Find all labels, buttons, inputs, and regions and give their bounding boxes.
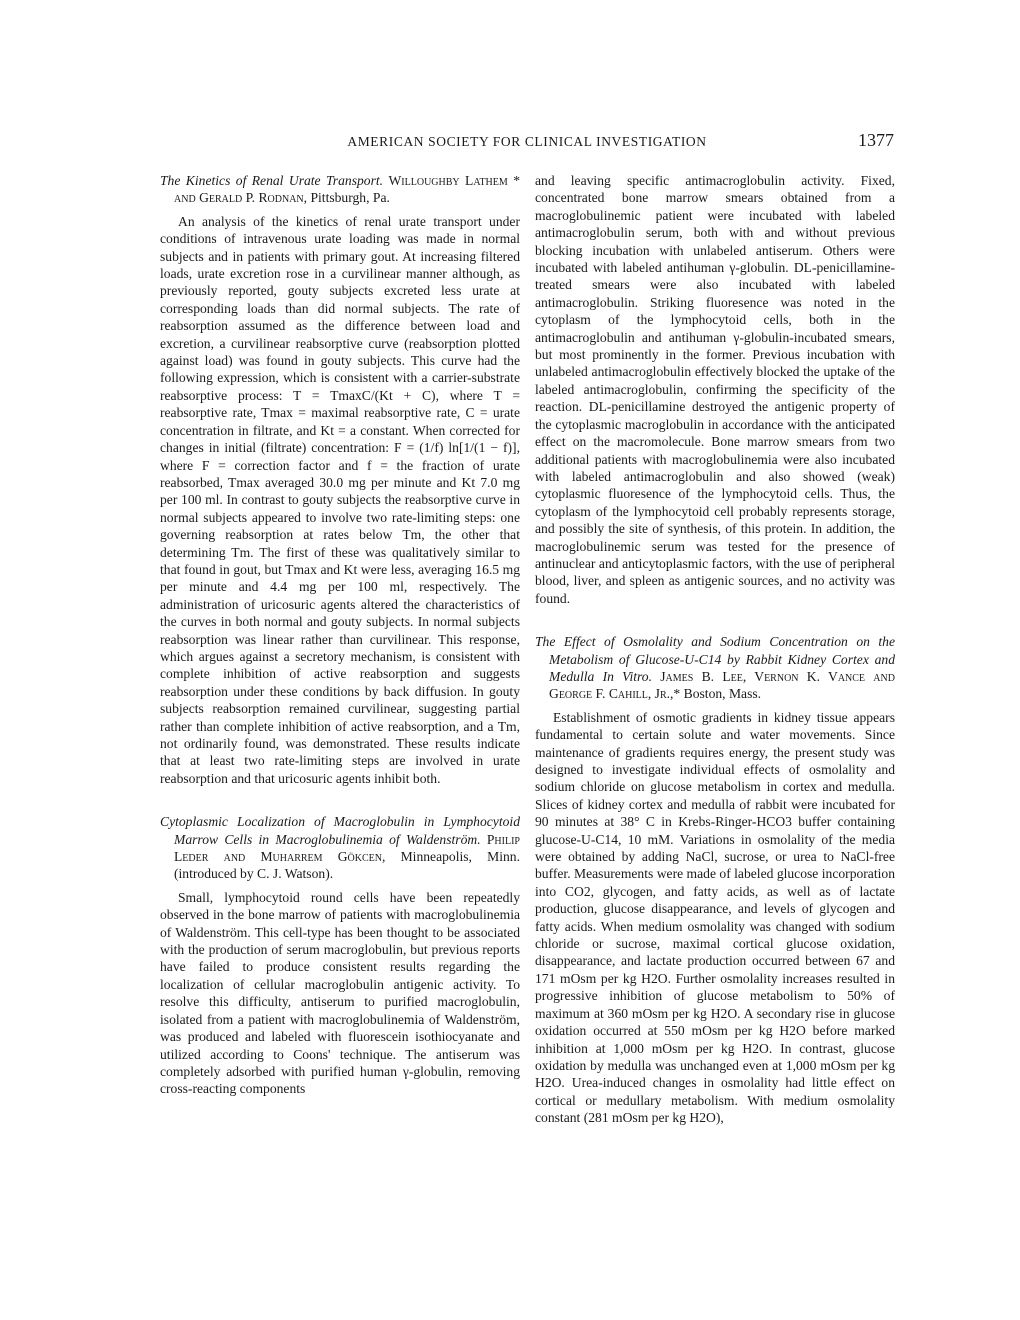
abstract-renal-urate <box>160 172 520 787</box>
page-number: 1377 <box>858 130 894 150</box>
abstract-location: Minneapolis, Minn. (introduced by C. J. Watson). <box>174 849 520 882</box>
abstract-heading <box>160 172 520 207</box>
running-title: AMERICAN SOCIETY FOR CLINICAL INVESTIGATION <box>347 134 707 149</box>
abstract-location: Boston, Mass. <box>683 686 762 702</box>
abstract-title: The Kinetics of Renal Urate Transport. <box>160 173 384 188</box>
abstract-heading <box>535 633 895 703</box>
abstract-macroglobulin <box>160 813 520 1098</box>
left-column <box>160 172 520 1124</box>
right-column <box>535 172 895 1153</box>
abstract-heading <box>160 813 520 883</box>
abstract-location: Pittsburgh, Pa. <box>310 190 390 206</box>
abstract-body: Small, lymphocytoid round cells have been repeatedly observed in the bone marrow of patients with macroglobulinemia of Waldenström. This cell-type has been thought to be associated with the production of serum macroglobulin, but previous reports have failed to produce consistent results regarding the localization of cellular macroglobulin antigenic activity. To resolve this difficulty, antiserum to purified macroglobulin, isolated from a patient with macroglobulinemia of Waldenström, was produced and labeled with fluorescein isothiocyanate and utilized according to Coons' technique. The antiserum was completely adsorbed with purified human γ-globulin, removing cross-reacting components <box>160 889 520 1097</box>
abstract-title: The Effect of Osmolality and Sodium Concentration on the Metabolism of Glucose-U-C14 by Rabbit Kidney Cortex and Medulla In Vitro. <box>535 634 895 684</box>
abstract-body: Establishment of osmotic gradients in kidney tissue appears fundamental to certain solute and water movements. Since maintenance of gradients requires energy, the present study was designed to investigate individual effects of osmolality and sodium chloride on glucose metabolism in cortex and medulla. Slices of kidney cortex and medulla of rabbit were incubated for 90 minutes at 38° C in Krebs-Ringer-HCO3 buffer containing glucose-U-C14, 10 mM. Variations in osmolality of the media were obtained by adding NaCl, sucrose, or urea to NaCl-free buffer. Measurements were made of labeled glucose incorporation into CO2, glycogen, and fatty acids, as well as of lactate production, glucose disappearance, and levels of glycogen and fatty acids. When medium osmolality was changed with sodium chloride or sucrose, maximal cortical glucose oxidation, disappearance, and lactate production occurred between 67 and 171 mOsm per kg H2O. Further osmolality increases resulted in progressive inhibition of glucose metabolism to 50% of maximum at 360 mOsm per kg H2O. A secondary rise in glucose oxidation occurred at 550 mOsm per kg H2O before marked inhibition at 1,000 mOsm per kg H2O. In contrast, glucose oxidation by medulla was unchanged even at 1,000 mOsm per kg H2O. Urea-induced changes in osmolality had little effect on cortical or medullary metabolism. With medium osmolality constant (281 mOsm per kg H2O), <box>535 709 895 1126</box>
abstract-authors: Philip Leder and Muharrem Gökcen, <box>174 831 520 865</box>
abstract-macroglobulin-continued <box>535 172 895 607</box>
abstract-title: Cytoplasmic Localization of Macroglobulin in Lymphocytoid Marrow Cells in Macroglobulinemia of Waldenström. <box>160 814 520 847</box>
abstract-osmolality <box>535 633 895 1126</box>
abstract-authors: Willoughby Lathem * and Gerald P. Rodnan, <box>174 173 520 206</box>
abstract-body-continuation: and leaving specific antimacroglobulin activity. Fixed, concentrated bone marrow smears obtained from a macroglobulinemic patient were incubated with labeled antimacroglobulin serum, both with and without previous blocking incubation with unlabeled antiserum. Others were incubated with labeled antihuman γ-globulin. DL-penicillamine-treated smears were also incubated with labeled antimacroglobulin. Striking fluoresence was noted in the cytoplasm of the lymphocytoid cells, both in the antimacroglobulin and antihuman γ-globulin-incubated smears, but most prominently in the former. Previous incubation with unlabeled antimacroglobulin effectively blocked the uptake of the labeled antimacroglobulin, confirming the specificity of the reaction. DL-penicillamine destroyed the antigenic property of the cytoplasmic macroglobulin in accordance with the anticipated effect on the macromolecule. Bone marrow smears from two additional patients with macroglobulinemia were also incubated with labeled antimacroglobulin and also showed (weak) cytoplasmic fluoresence of the lymphocytoid cells. Thus, the cytoplasm of the lymphocytoid cell probably represents storage, and possibly the site of synthesis, of this protein. In addition, the macroglobulinemic serum was tested for the presence of antinuclear and anticytoplasmic factors, with the use of peripheral blood, liver, and spleen as antigenic sources, and no activity was found. <box>535 173 895 606</box>
page-header <box>160 130 894 154</box>
abstract-authors: James B. Lee, Vernon K. Vance and George F. Cahill, Jr.,* <box>549 668 895 702</box>
abstract-body: An analysis of the kinetics of renal urate transport under conditions of intravenous urate loading was made in normal subjects and in patients with primary gout. At increasing filtered loads, urate excretion rose in a curvilinear manner although, as previously reported, gouty subjects excreted less urate at corresponding loads than did normal subjects. The rate of reabsorption assumed as the difference between load and excretion, a curvilinear reabsorptive curve (reabsorption plotted against load) was found in gouty subjects. This curve had the following expression, which is consistent with a carrier-substrate reabsorptive process: T = TmaxC/(Kt + C), where T = reabsorptive rate, Tmax = maximal reabsorptive rate, C = urate concentration in filtrate, and Kt = a constant. When corrected for changes in initial (filtrate) concentration: F = (1/f) ln[1/(1 − f)], where F = correction factor and f = the fraction of urate reabsorbed, Tmax averaged 30.0 mg per minute and Kt 7.0 mg per 100 ml. In contrast to gouty subjects the reabsorptive curve in normal subjects appeared to involve two rate-limiting steps: one governing reabsorption at rates below Tm, the other that determining Tm. The first of these was qualitatively similar to that found in gout, but Tmax and Kt were less, averaging 16.5 mg per minute and 4.4 mg per 100 ml, respectively. The administration of uricosuric agents altered the characteristics of the curves in both normal and gouty subjects. In normal subjects reabsorption was linear rather than curvilinear. This response, which argues against a secretory mechanism, is consistent with complete inhibition of active reabsorption and suggests reabsorption under these conditions by back diffusion. In gouty subjects reabsorption remained curvilinear, suggesting partial rather than complete inhibition of active reabsorption, and a Tm, not ordinarily found, was demonstrated. These results indicate that at least two rate-limiting steps are involved in urate reabsorption and that uricosuric agents inhibit both. <box>160 213 520 786</box>
